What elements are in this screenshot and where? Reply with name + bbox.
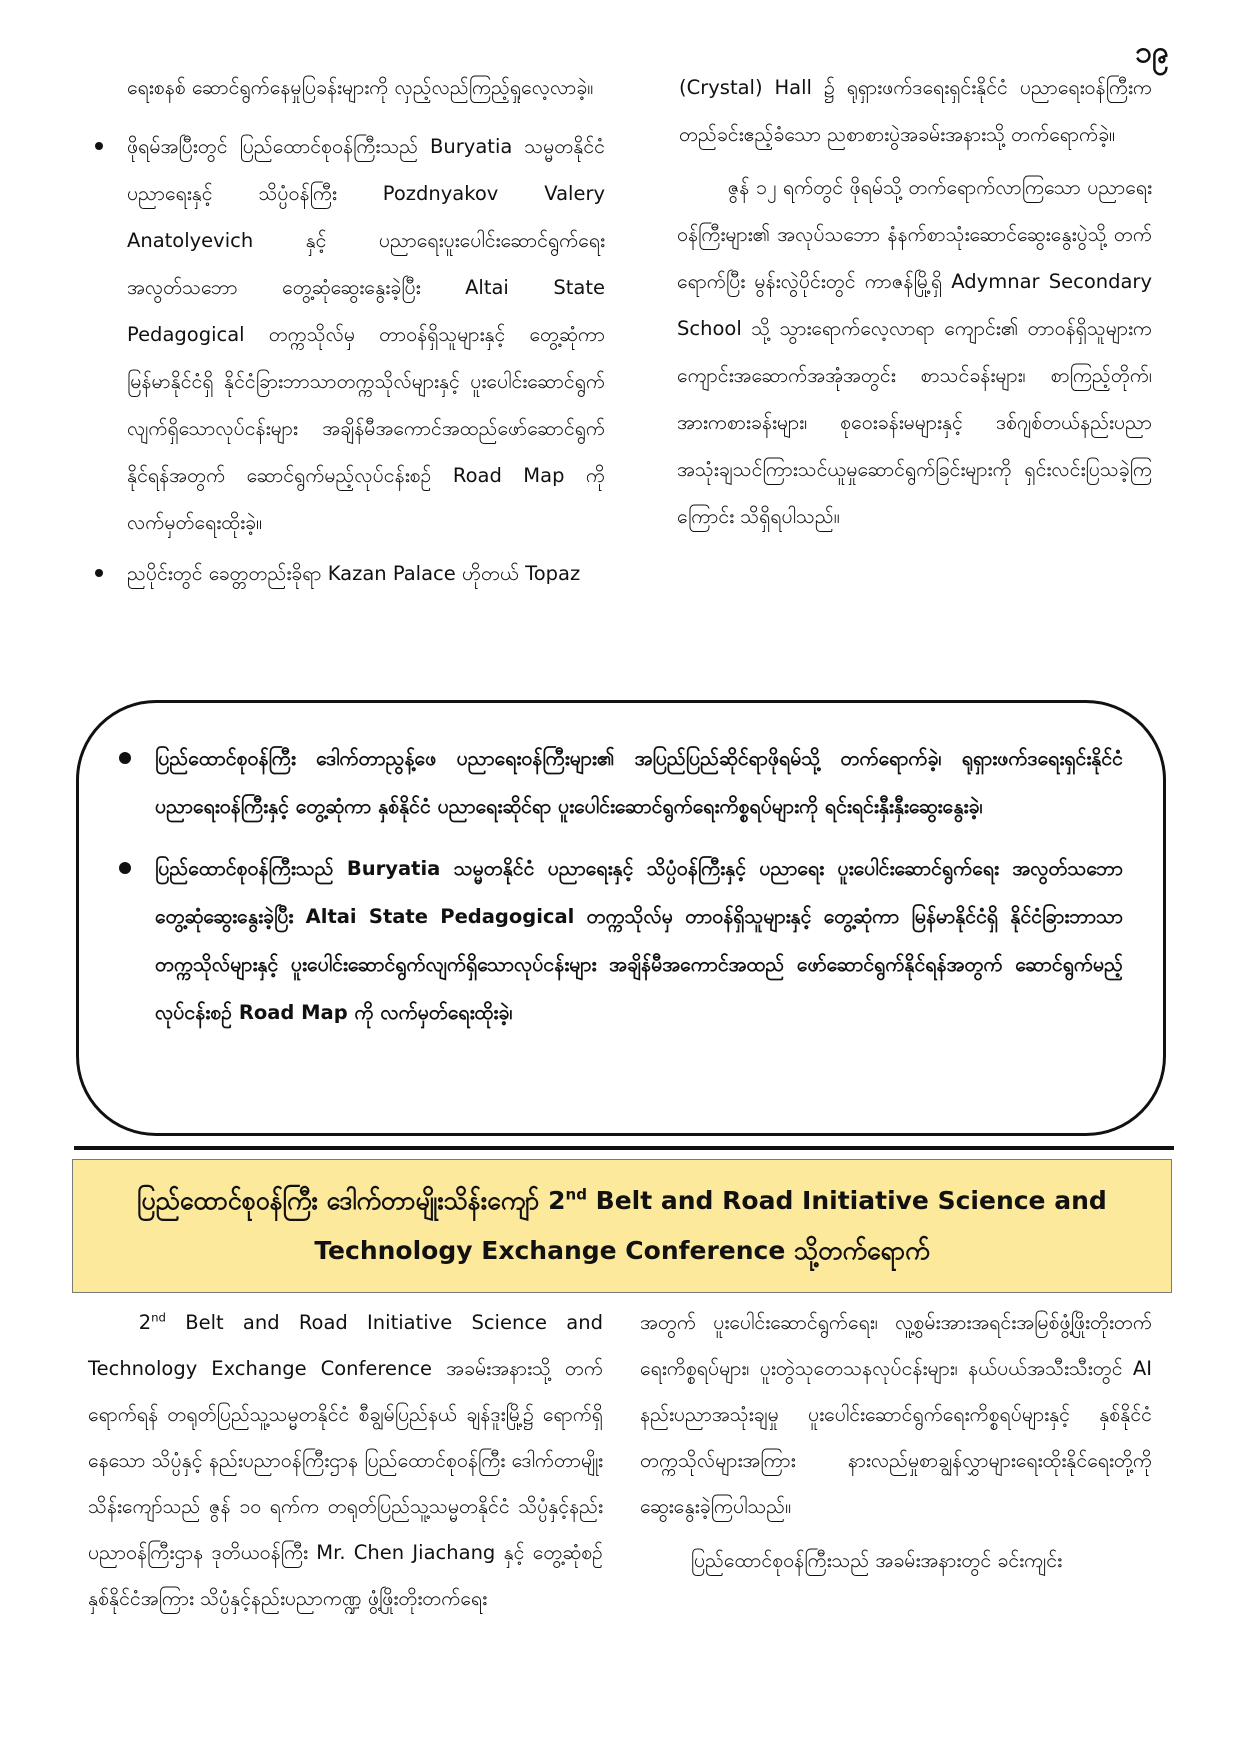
list-item: ညပိုင်းတွင် ခေတ္တတည်းခိုရာ Kazan Palace ဟိုတယ် Topaz <box>90 550 605 597</box>
list-item: ဖိုရမ်အပြီးတွင် ပြည်ထောင်စုဝန်ကြီးသည် Buryatia သမ္မတနိုင်ငံ ပညာရေးနှင့် သိပ္ပံဝန်ကြီး Pozdnyakov Valery Anatolyevich နှင့် ပညာရေးပူးပေါင်းဆောင်ရွက်ရေး အလွတ်သဘော တွေ့ဆုံဆွေးနွေးခဲ့ပြီး Altai State Pedagogical တက္ကသိုလ်မှ တာဝန်ရှိသူများနှင့် တွေ့ဆုံကာ မြန်မာနိုင်ငံရှိ နိုင်ငံခြားဘာသာတက္ကသိုလ်များနှင့် ပူးပေါင်းဆောင်ရွက်လျက်ရှိသောလုပ်ငန်းများ အချိန်မီအကောင်အထည်ဖော်ဆောင်ရွက်နိုင်ရန်အတွက် ဆောင်ရွက်မည့်လုပ်ငန်းစဉ် Road Map ကို လက်မှတ်ရေးထိုးခဲ့။ <box>90 123 605 546</box>
continuation-text: ရေးစနစ် ဆောင်ရွက်နေမှုပြခန်းများကို လှည့်လည်ကြည့်ရှုလေ့လာခဲ့။ <box>127 76 594 99</box>
paragraph: ပြည်ထောင်စုဝန်ကြီးသည် အခမ်းအနားတွင် ခင်းကျင်း <box>690 1549 1063 1572</box>
summary-box <box>76 700 1166 1136</box>
headline-text-rest: Belt and Road Initiative Science and Technology Exchange Conference သို့တက်ရောက် <box>314 1186 1107 1265</box>
summary-item: ပြည်ထောင်စုဝန်ကြီးသည် Buryatia သမ္မတနိုင်ငံ ပညာရေးနှင့် သိပ္ပံဝန်ကြီးနှင့် ပညာရေး ပူးပေါင်းဆောင်ရွက်ရေး အလွတ်သဘော တွေ့ဆုံဆွေးနွေးခဲ့ပြီး Altai State Pedagogical တက္ကသိုလ်မှ တာဝန်ရှိသူများနှင့် တွေ့ဆုံကာ မြန်မာနိုင်ငံရှိ နိုင်ငံခြားဘာသာတက္ကသိုလ်များနှင့် ပူးပေါင်းဆောင်ရွက်လျက်ရှိသောလုပ်ငန်းများ အချိန်မီအကောင်အထည် ဖော်ဆောင်ရွက်နိုင်ရန်အတွက် ဆောင်ရွက်မည့်လုပ်ငန်းစဉ် Road Map ကို လက်မှတ်ရေးထိုးခဲ့၊ <box>119 845 1123 1037</box>
summary-list <box>119 735 1123 1037</box>
headline-box <box>72 1159 1172 1293</box>
paragraph: ဇွန် ၁၂ ရက်တွင် ဖိုရမ်သို့ တက်ရောက်လာကြသော ပညာရေးဝန်ကြီးများ၏ အလုပ်သဘော နံနက်စာသုံးဆောင်ဆွေးနွေးပွဲသို့ တက်ရောက်ပြီး မွန်းလွဲပိုင်းတွင် ကာဇန်မြို့ရှိ Adymnar Secondary School သို့ သွားရောက်လေ့လာရာ ကျောင်း၏ တာဝန်ရှိသူများက ကျောင်းအဆောက်အအုံအတွင်း စာသင်ခန်းများ၊ စာကြည့်တိုက်၊ အားကစားခန်းများ၊ စုဝေးခန်းမများနှင့် ဒစ်ဂျစ်တယ်နည်းပညာ အသုံးချသင်ကြားသင်ယူမှုဆောင်ရွက်ခြင်းများကို ရှင်းလင်းပြသခဲ့ကြကြောင်း သိရှိရပါသည်။ <box>677 176 1152 528</box>
bottom-right-column <box>640 1300 1152 1584</box>
headline <box>113 1176 1131 1276</box>
top-right-column <box>677 64 1152 540</box>
page-number: ၁၉ <box>1135 35 1169 70</box>
ordinal-number: 2 <box>138 1311 152 1334</box>
ordinal-superscript: nd <box>151 1310 166 1325</box>
paragraph: အတွက် ပူးပေါင်းဆောင်ရွက်ရေး၊ လူ့စွမ်းအားအရင်းအမြစ်ဖွံ့ဖြိုးတိုးတက်ရေးကိစ္စရပ်များ၊ ပူးတွဲသုတေသနလုပ်ငန်းများ၊ နယ်ပယ်အသီးသီးတွင် AI နည်းပညာအသုံးချမှု ပူးပေါင်းဆောင်ရွက်ရေးကိစ္စရပ်များနှင့် နှစ်နိုင်ငံတက္ကသိုလ်များအကြား နားလည်မှုစာချွန်လွှာများရေးထိုးနိုင်ရေးတို့ကို ဆွေးနွေးခဲ့ကြပါသည်။ <box>640 1311 1152 1518</box>
divider-rule <box>74 1146 1174 1150</box>
summary-item: ပြည်ထောင်စုဝန်ကြီး ဒေါက်တာညွန့်ဖေ ပညာရေးဝန်ကြီးများ၏ အပြည်ပြည်ဆိုင်ရာဖိုရမ်သို့ တက်ရောက်ခဲ့၊ ရုရှားဖက်ဒရေးရှင်းနိုင်ငံ ပညာရေးဝန်ကြီးနှင့် တွေ့ဆုံကာ နှစ်နိုင်ငံ ပညာရေးဆိုင်ရာ ပူးပေါင်းဆောင်ရွက်ရေးကိစ္စရပ်များကို ရင်းရင်းနှီးနှီးဆွေးနွေးခဲ့၊ <box>119 735 1123 831</box>
paragraph-text: Belt and Road Initiative Science and Technology Exchange Conference အခမ်းအနားသို့ တက်ရောက်ရန် တရုတ်ပြည်သူ့သမ္မတနိုင်ငံ စီချွမ်ပြည်နယ် ချန်ဒူးမြို့၌ ရောက်ရှိနေသော သိပ္ပံနှင့် နည်းပညာဝန်ကြီးဌာန ပြည်ထောင်စုဝန်ကြီး ဒေါက်တာမျိုးသိန်းကျော်သည် ဇွန် ၁၀ ရက်က တရုတ်ပြည်သူ့သမ္မတနိုင်ငံ သိပ္ပံနှင့်နည်းပညာဝန်ကြီးဌာန ဒုတိယဝန်ကြီး Mr. Chen Jiachang နှင့် တွေ့ဆုံစဉ် နှစ်နိုင်ငံအကြား သိပ္ပံနှင့်နည်းပညာကဏ္ဍ ဖွံ့ဖြိုးတိုးတက်ရေး <box>88 1311 603 1610</box>
headline-superscript: nd <box>565 1185 587 1204</box>
bottom-left-column <box>88 1300 603 1622</box>
top-left-column <box>90 64 605 601</box>
continuation-text: (Crystal) Hall ၌ ရုရှားဖက်ဒရေးရှင်းနိုင်ငံ ပညာရေးဝန်ကြီးက တည်ခင်းဧည့်ခံသော ညစာစားပွဲအခမ်းအနားသို့ တက်ရောက်ခဲ့။ <box>679 76 1152 146</box>
paragraph <box>88 1300 603 1622</box>
bullet-list <box>90 123 605 597</box>
headline-text: ပြည်ထောင်စုဝန်ကြီး ဒေါက်တာမျိုးသိန်းကျော် 2 <box>137 1186 566 1215</box>
